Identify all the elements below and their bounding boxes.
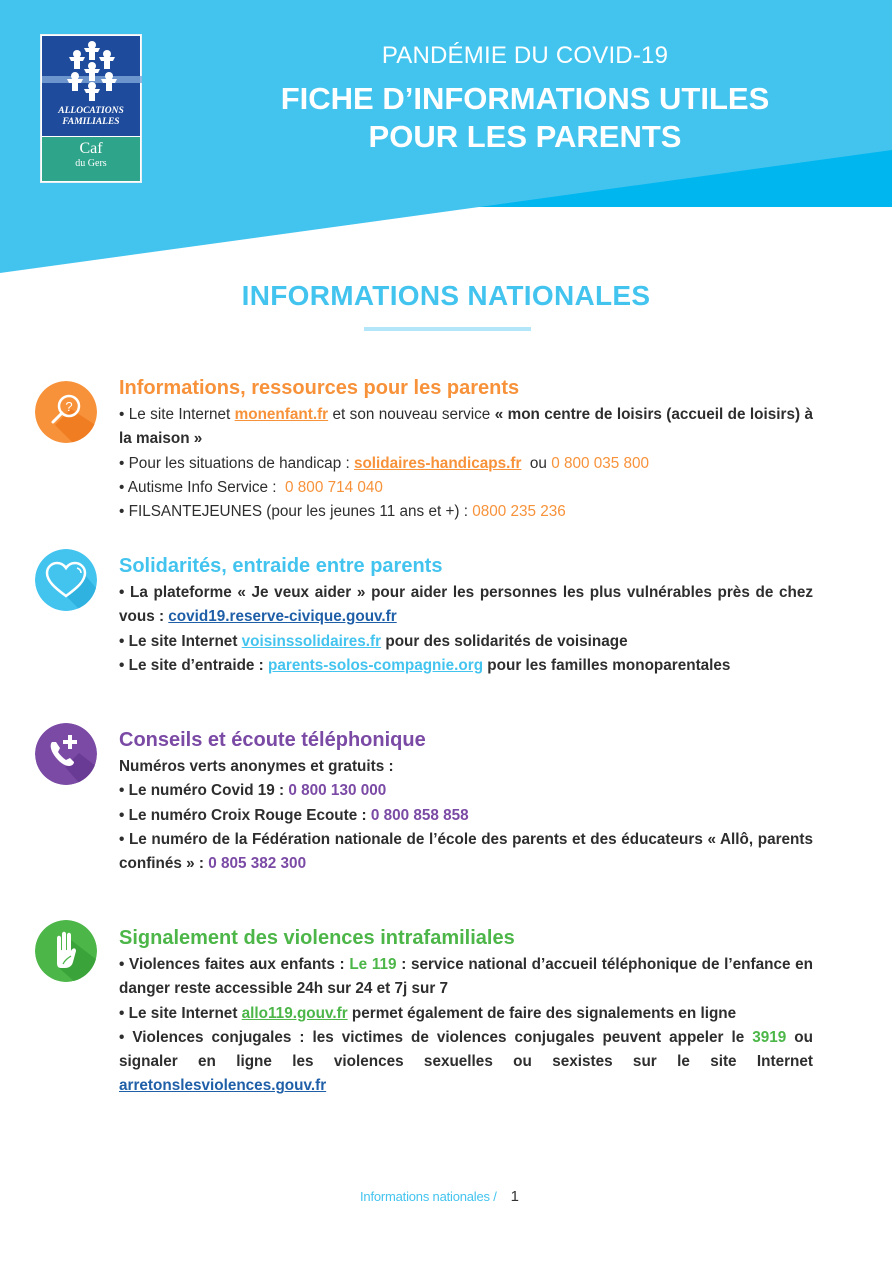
block-violence-reporting [119,925,813,1099]
item-text: ou [521,454,552,472]
logo-blue-panel [42,36,140,136]
item-text: pour les familles monoparentales [483,656,731,674]
block-solidarity [119,553,813,678]
list-item [119,500,813,524]
item-text: • Pour les situations de handicap : [119,454,354,472]
block-title: Informations, ressources pour les parents [119,377,520,399]
item-text: ou signaler en ligne les violences sexuelles ou sexistes sur le site Internet [119,1028,813,1071]
link-arretonslesviolences[interactable]: arretonslesviolences.gouv.fr [119,1077,327,1095]
item-text: • Le numéro Croix Rouge Ecoute : [119,806,371,824]
phone-number: 0 800 130 000 [288,782,387,800]
item-text: • Le numéro de la Fédération nationale de l’école des parents et des éducateurs « Allô, parents confinés » : [119,830,813,873]
phone-number: 0 800 714 040 [285,478,383,496]
list-item [119,1002,813,1026]
list-item [119,828,813,877]
list-item [119,581,813,630]
list-item [119,953,813,1002]
link-reserve-civique[interactable]: covid19.reserve-civique.gouv.fr [168,608,397,626]
family-figures-icon [42,36,142,106]
raised-hand-icon [35,920,97,982]
phone-number: Le 119 [349,956,397,973]
phone-number: 3919 [752,1028,787,1046]
item-text: • Le site Internet [119,632,242,650]
intro-text: Numéros verts anonymes et gratuits : [119,758,394,775]
header-title-line2: POUR LES PARENTS [368,119,682,154]
item-text: et son nouveau service [328,406,495,423]
item-text: pour des solidarités de voisinage [381,632,628,650]
phone-plus-icon [35,723,97,785]
item-text: permet également de faire des signalements en ligne [347,1004,737,1022]
list-item [119,403,813,452]
header-subtitle: PANDÉMIE DU COVID-19 [381,42,669,69]
item-bold-text: « mon centre de loisirs (accueil de loisirs) à la maison » [119,406,813,448]
item-text: : service national d’accueil téléphonique de l’enfance en danger reste accessible 24h sur 24 et 7j sur 7 [119,956,814,998]
footer-label: Informations nationales / [360,1189,497,1204]
logo-green-panel [42,137,140,181]
list-item [119,630,813,654]
magnifier-question-icon [35,381,97,443]
block-resources [119,375,813,524]
section-title: INFORMATIONS NATIONALES [241,280,651,311]
phone-number: 0 800 035 800 [551,454,650,472]
phone-number: 0 805 382 300 [208,855,307,873]
caf-logo [40,34,142,183]
header-title [240,80,810,156]
link-parents-solos[interactable]: parents-solos-compagnie.org [268,656,484,674]
logo-text [42,106,140,128]
list-item [119,779,813,803]
block-phone-advice [119,727,813,876]
item-text: • Le site Internet [119,406,235,423]
phone-number: 0 800 858 858 [370,806,469,824]
header-title-line1: FICHE D’INFORMATIONS UTILES [280,81,770,116]
list-item [119,654,813,678]
item-text: • Le site d’entraide : [119,656,269,674]
section-title-underline [364,327,531,331]
item-text: • Le numéro Covid 19 : [119,782,289,800]
list-item [119,1026,813,1099]
list-item [119,476,813,500]
logo-line2: FAMILIALES [62,117,120,127]
item-text: • Le site Internet [119,1004,242,1022]
item-text: • FILSANTEJEUNES (pour les jeunes 11 ans et +) : [119,503,473,521]
item-text: • Autisme Info Service : [119,478,286,496]
item-text: • Violences faites aux enfants : [119,956,350,973]
block-title: Signalement des violences intrafamiliales [119,927,515,949]
block-title: Solidarités, entraide entre parents [119,555,443,577]
link-voisinssolidaires[interactable]: voisinssolidaires.fr [241,632,382,650]
page-number: 1 [510,1188,519,1205]
page-footer [360,1188,519,1205]
list-item [119,452,813,476]
item-text: • La plateforme « Je veux aider » pour aider les personnes les plus vulnérables près de chez vous : [119,584,813,626]
logo-caf: Caf [79,140,103,157]
link-monenfant[interactable]: monenfant.fr [234,406,329,423]
phone-number: 0800 235 236 [472,503,566,521]
svg-text:?: ? [65,399,73,414]
block-title: Conseils et écoute téléphonique [119,729,426,751]
logo-location: du Gers [75,158,107,169]
item-text: • Violences conjugales : les victimes de violences conjugales peuvent appeler le [119,1028,753,1046]
link-allo119[interactable]: allo119.gouv.fr [241,1004,348,1022]
list-item [119,804,813,828]
logo-line1: ALLOCATIONS [58,106,124,116]
link-solidaires-handicaps[interactable]: solidaires-handicaps.fr [353,454,522,472]
heart-icon [35,549,97,611]
